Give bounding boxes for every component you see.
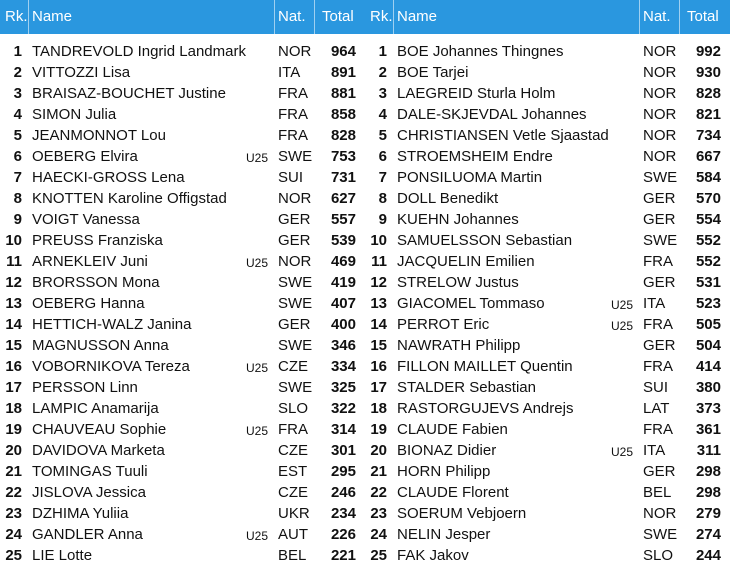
name-cell: SOERUM Vebjoern (397, 505, 527, 522)
table-row (365, 440, 730, 461)
header-rank: Rk. (5, 8, 28, 25)
table-row (0, 272, 365, 293)
nation-cell: FRA (643, 421, 673, 438)
total-cell: 279 (695, 505, 721, 522)
name-cell: KNOTTEN Karoline Offigstad (32, 190, 227, 207)
rank-cell: 9 (13, 211, 22, 228)
table-row (365, 83, 730, 104)
nation-cell: FRA (278, 106, 308, 123)
rank-cell: 2 (378, 64, 387, 81)
rank-cell: 1 (378, 43, 387, 60)
nation-cell: CZE (278, 358, 308, 375)
name-cell: PONSILUOMA Martin (397, 169, 543, 186)
rank-cell: 8 (13, 190, 22, 207)
rank-cell: 1 (13, 43, 22, 60)
name-cell: MAGNUSSON Anna (32, 337, 169, 354)
name-cell: TOMINGAS Tuuli (32, 463, 148, 480)
table-row (365, 377, 730, 398)
total-cell: 504 (695, 337, 721, 354)
table-row (365, 356, 730, 377)
table-row (365, 146, 730, 167)
nation-cell: GER (643, 190, 676, 207)
table-row (365, 125, 730, 146)
total-cell: 274 (695, 526, 721, 543)
header-divider (28, 0, 29, 34)
rank-cell: 3 (378, 85, 387, 102)
rank-cell: 22 (5, 484, 22, 501)
name-cell: DZHIMA Yuliia (32, 505, 129, 522)
table-row (365, 398, 730, 419)
total-cell: 314 (330, 421, 356, 438)
nation-cell: BEL (278, 547, 307, 564)
u25-badge: U25 (246, 361, 269, 375)
rank-cell: 18 (5, 400, 22, 417)
name-cell: VITTOZZI Lisa (32, 64, 131, 81)
nation-cell: NOR (643, 85, 677, 102)
header-total: Total (687, 8, 719, 25)
name-cell: BOE Tarjei (397, 64, 469, 81)
nation-cell: GER (278, 316, 311, 333)
rank-cell: 21 (5, 463, 22, 480)
name-cell: JACQUELIN Emilien (397, 253, 535, 270)
table-row (0, 62, 365, 83)
nation-cell: SWE (643, 232, 678, 249)
nation-cell: SWE (278, 274, 313, 291)
rank-cell: 19 (370, 421, 387, 438)
name-cell: LAEGREID Sturla Holm (397, 85, 556, 102)
nation-cell: GER (643, 337, 676, 354)
table-row (0, 314, 365, 335)
rank-cell: 7 (378, 169, 387, 186)
total-cell: 828 (330, 127, 356, 144)
header-name: Name (32, 8, 73, 25)
nation-cell: SUI (643, 379, 669, 396)
header-divider (679, 0, 680, 34)
nation-cell: GER (278, 232, 311, 249)
name-cell: FILLON MAILLET Quentin (397, 358, 573, 375)
table-row (365, 503, 730, 524)
total-cell: 301 (330, 442, 356, 459)
nation-cell: SWE (643, 169, 678, 186)
total-cell: 734 (695, 127, 721, 144)
nation-cell: SLO (278, 400, 309, 417)
nation-cell: FRA (643, 316, 673, 333)
rank-cell: 9 (378, 211, 387, 228)
total-cell: 325 (330, 379, 356, 396)
rank-cell: 24 (5, 526, 22, 543)
nation-cell: SUI (278, 169, 304, 186)
table-row (0, 377, 365, 398)
nation-cell: NOR (643, 106, 677, 123)
table-row (0, 188, 365, 209)
table-row (365, 41, 730, 62)
name-cell: OEBERG Hanna (32, 295, 145, 312)
table-row (0, 482, 365, 503)
nation-cell: UKR (278, 505, 310, 522)
rank-cell: 6 (13, 148, 22, 165)
total-cell: 226 (330, 526, 356, 543)
total-cell: 244 (695, 547, 721, 564)
nation-cell: SWE (643, 526, 678, 543)
rank-cell: 19 (5, 421, 22, 438)
name-cell: FAK Jakov (397, 547, 469, 564)
total-cell: 891 (330, 64, 356, 81)
nation-cell: CZE (278, 442, 308, 459)
total-cell: 531 (695, 274, 721, 291)
total-cell: 667 (695, 148, 721, 165)
u25-badge: U25 (246, 529, 269, 543)
total-cell: 400 (330, 316, 356, 333)
total-cell: 380 (695, 379, 721, 396)
table-row (0, 83, 365, 104)
table-body (365, 41, 730, 566)
total-cell: 992 (695, 43, 721, 60)
rank-cell: 12 (5, 274, 22, 291)
nation-cell: BEL (643, 484, 672, 501)
total-cell: 554 (695, 211, 721, 228)
name-cell: OEBERG Elvira (32, 148, 138, 165)
rank-cell: 8 (378, 190, 387, 207)
name-cell: KUEHN Johannes (397, 211, 519, 228)
name-cell: DOLL Benedikt (397, 190, 499, 207)
table-row (0, 251, 365, 272)
table-row (365, 293, 730, 314)
table-row (0, 209, 365, 230)
rank-cell: 13 (370, 295, 387, 312)
total-cell: 821 (695, 106, 721, 123)
header-nat: Nat. (643, 8, 671, 25)
table-row (0, 461, 365, 482)
nation-cell: GER (643, 211, 676, 228)
rank-cell: 20 (5, 442, 22, 459)
table-row (365, 62, 730, 83)
name-cell: JISLOVA Jessica (32, 484, 146, 501)
name-cell: PERSSON Linn (32, 379, 138, 396)
rank-cell: 18 (370, 400, 387, 417)
name-cell: LAMPIC Anamarija (32, 400, 159, 417)
total-cell: 298 (695, 484, 721, 501)
u25-badge: U25 (246, 424, 269, 438)
nation-cell: SWE (278, 295, 313, 312)
name-cell: STROEMSHEIM Endre (397, 148, 553, 165)
name-cell: HORN Philipp (397, 463, 491, 480)
table-row (365, 104, 730, 125)
nation-cell: GER (643, 274, 676, 291)
rank-cell: 17 (370, 379, 387, 396)
table-row (0, 146, 365, 167)
total-cell: 361 (695, 421, 721, 438)
nation-cell: FRA (278, 85, 308, 102)
nation-cell: FRA (278, 421, 308, 438)
u25-badge: U25 (611, 319, 634, 333)
nation-cell: NOR (278, 253, 312, 270)
table-row (365, 461, 730, 482)
name-cell: VOIGT Vanessa (32, 211, 140, 228)
total-cell: 311 (696, 442, 721, 459)
rank-cell: 15 (370, 337, 387, 354)
header-total: Total (322, 8, 354, 25)
name-cell: SAMUELSSON Sebastian (397, 232, 573, 249)
table-row (365, 188, 730, 209)
table-row (365, 230, 730, 251)
nation-cell: NOR (643, 505, 677, 522)
header-divider (274, 0, 275, 34)
total-cell: 523 (695, 295, 721, 312)
name-cell: BRORSSON Mona (32, 274, 160, 291)
rank-cell: 10 (370, 232, 387, 249)
rank-cell: 25 (370, 547, 387, 564)
table-header (365, 0, 730, 34)
header-rank: Rk. (370, 8, 393, 25)
table-row (0, 545, 365, 566)
nation-cell: ITA (278, 64, 301, 81)
name-cell: BIONAZ Didier (397, 442, 497, 459)
rank-cell: 5 (13, 127, 22, 144)
rank-cell: 20 (370, 442, 387, 459)
table-row (365, 335, 730, 356)
nation-cell: LAT (643, 400, 670, 417)
table-row (365, 209, 730, 230)
header-name: Name (397, 8, 438, 25)
name-cell: NELIN Jesper (397, 526, 491, 543)
name-cell: GIACOMEL Tommaso (397, 295, 545, 312)
total-cell: 505 (695, 316, 721, 333)
total-cell: 557 (330, 211, 356, 228)
nation-cell: NOR (643, 64, 677, 81)
nation-cell: EST (278, 463, 308, 480)
nation-cell: SLO (643, 547, 674, 564)
total-cell: 346 (330, 337, 356, 354)
nation-cell: SWE (278, 337, 313, 354)
table-row (0, 104, 365, 125)
name-cell: LIE Lotte (32, 547, 93, 564)
name-cell: BRAISAZ-BOUCHET Justine (32, 85, 226, 102)
name-cell: STALDER Sebastian (397, 379, 536, 396)
name-cell: PREUSS Franziska (32, 232, 163, 249)
rank-cell: 11 (6, 253, 22, 270)
total-cell: 964 (330, 43, 356, 60)
nation-cell: NOR (643, 148, 677, 165)
name-cell: PERROT Eric (397, 316, 490, 333)
nation-cell: GER (643, 463, 676, 480)
name-cell: DALE-SKJEVDAL Johannes (397, 106, 587, 123)
u25-badge: U25 (246, 256, 269, 270)
total-cell: 221 (330, 547, 356, 564)
table-row (0, 335, 365, 356)
table-header (0, 0, 365, 34)
total-cell: 407 (330, 295, 356, 312)
total-cell: 322 (330, 400, 356, 417)
name-cell: CLAUDE Fabien (397, 421, 508, 438)
table-row (365, 524, 730, 545)
total-cell: 295 (330, 463, 356, 480)
rank-cell: 21 (370, 463, 387, 480)
rank-cell: 3 (13, 85, 22, 102)
table-row (0, 356, 365, 377)
name-cell: SIMON Julia (32, 106, 117, 123)
nation-cell: AUT (278, 526, 308, 543)
nation-cell: CZE (278, 484, 308, 501)
table-row (365, 272, 730, 293)
total-cell: 753 (330, 148, 356, 165)
rank-cell: 10 (5, 232, 22, 249)
header-nat: Nat. (278, 8, 306, 25)
men-standings-table (365, 0, 730, 567)
rank-cell: 11 (371, 253, 387, 270)
total-cell: 539 (330, 232, 356, 249)
total-cell: 828 (695, 85, 721, 102)
total-cell: 414 (695, 358, 721, 375)
table-row (365, 482, 730, 503)
name-cell: DAVIDOVA Marketa (32, 442, 165, 459)
total-cell: 552 (695, 232, 721, 249)
rank-cell: 4 (378, 106, 387, 123)
name-cell: RASTORGUJEVS Andrejs (397, 400, 574, 417)
rank-cell: 14 (5, 316, 22, 333)
header-divider (639, 0, 640, 34)
total-cell: 584 (695, 169, 721, 186)
nation-cell: ITA (643, 442, 666, 459)
rank-cell: 6 (378, 148, 387, 165)
nation-cell: NOR (278, 190, 312, 207)
name-cell: JEANMONNOT Lou (32, 127, 166, 144)
total-cell: 881 (330, 85, 356, 102)
rank-cell: 5 (378, 127, 387, 144)
rank-cell: 12 (370, 274, 387, 291)
table-row (0, 125, 365, 146)
total-cell: 858 (330, 106, 356, 123)
nation-cell: ITA (643, 295, 666, 312)
table-row (0, 230, 365, 251)
table-row (0, 524, 365, 545)
header-divider (393, 0, 394, 34)
name-cell: CHAUVEAU Sophie (32, 421, 167, 438)
rank-cell: 23 (370, 505, 387, 522)
rank-cell: 7 (13, 169, 22, 186)
rank-cell: 15 (5, 337, 22, 354)
name-cell: TANDREVOLD Ingrid Landmark (32, 43, 246, 60)
name-cell: GANDLER Anna (32, 526, 143, 543)
rank-cell: 4 (13, 106, 22, 123)
name-cell: HAECKI-GROSS Lena (32, 169, 185, 186)
rank-cell: 16 (5, 358, 22, 375)
rank-cell: 24 (370, 526, 387, 543)
name-cell: CLAUDE Florent (397, 484, 509, 501)
nation-cell: GER (278, 211, 311, 228)
table-body (0, 41, 365, 566)
name-cell: STRELOW Justus (397, 274, 519, 291)
total-cell: 334 (330, 358, 356, 375)
table-row (0, 398, 365, 419)
nation-cell: FRA (278, 127, 308, 144)
table-row (0, 167, 365, 188)
nation-cell: NOR (278, 43, 312, 60)
u25-badge: U25 (611, 445, 634, 459)
name-cell: VOBORNIKOVA Tereza (32, 358, 190, 375)
name-cell: HETTICH-WALZ Janina (32, 316, 192, 333)
total-cell: 552 (695, 253, 721, 270)
name-cell: BOE Johannes Thingnes (397, 43, 564, 60)
nation-cell: NOR (643, 127, 677, 144)
table-row (0, 41, 365, 62)
total-cell: 627 (330, 190, 356, 207)
total-cell: 419 (330, 274, 356, 291)
table-row (0, 419, 365, 440)
nation-cell: NOR (643, 43, 677, 60)
rank-cell: 16 (370, 358, 387, 375)
table-row (0, 293, 365, 314)
name-cell: ARNEKLEIV Juni (32, 253, 148, 270)
total-cell: 298 (695, 463, 721, 480)
header-divider (314, 0, 315, 34)
table-row (365, 167, 730, 188)
rank-cell: 22 (370, 484, 387, 501)
table-row (0, 440, 365, 461)
rank-cell: 17 (5, 379, 22, 396)
total-cell: 373 (695, 400, 721, 417)
nation-cell: SWE (278, 148, 313, 165)
total-cell: 570 (695, 190, 721, 207)
table-row (365, 545, 730, 566)
u25-badge: U25 (611, 298, 634, 312)
table-row (365, 314, 730, 335)
total-cell: 469 (330, 253, 356, 270)
nation-cell: SWE (278, 379, 313, 396)
nation-cell: FRA (643, 358, 673, 375)
rank-cell: 14 (370, 316, 387, 333)
total-cell: 234 (330, 505, 356, 522)
name-cell: CHRISTIANSEN Vetle Sjaastad (397, 127, 609, 144)
nation-cell: FRA (643, 253, 673, 270)
total-cell: 246 (330, 484, 356, 501)
rank-cell: 13 (5, 295, 22, 312)
total-cell: 930 (695, 64, 721, 81)
table-row (0, 503, 365, 524)
table-row (365, 419, 730, 440)
rank-cell: 23 (5, 505, 22, 522)
u25-badge: U25 (246, 151, 269, 165)
rank-cell: 25 (5, 547, 22, 564)
table-row (365, 251, 730, 272)
rank-cell: 2 (13, 64, 22, 81)
total-cell: 731 (330, 169, 356, 186)
name-cell: NAWRATH Philipp (397, 337, 521, 354)
